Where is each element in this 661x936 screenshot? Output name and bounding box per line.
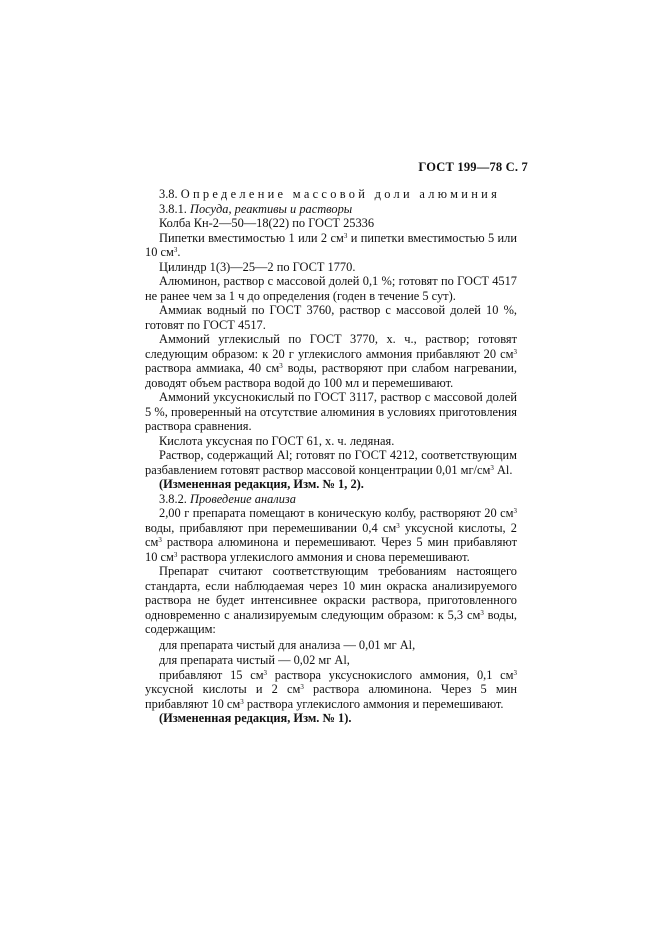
reagent-ammonium-acetate: Аммоний уксуснокислый по ГОСТ 3117, раствор с массовой долей 5 %, проверенный на отсутствие алюминия в условиях приготовления раствора сравнения. (145, 390, 517, 433)
section-3-8-2-heading (145, 492, 517, 507)
section-title: Посуда, реактивы и растворы (190, 201, 353, 216)
document-body (145, 187, 517, 726)
analysis-paragraph-2: Препарат считают соответствующим требованиям настоящего стандарта, если наблюдаемая через 10 мин окраска анализируемого раствора не будет интенсивнее окраски раствора, приготовленного одновременно с анализируемым следующим образом: к 5,3 $см^3$ воды, содержащим: (145, 564, 517, 636)
reagent-aluminon: Алюминон, раствор с массовой долей 0,1 %; готовят по ГОСТ 4517 не ранее чем за 1 ч до определения (годен в течение 5 сут). (145, 274, 517, 303)
section-3-8-1-heading (145, 202, 517, 217)
page-header: ГОСТ 199—78 С. 7 (418, 160, 528, 174)
section-title: Проведение анализа (190, 491, 296, 506)
analysis-line-pure: для препарата чистый — 0,02 мг Al, (159, 653, 350, 667)
amendment-note: (Измененная редакция, Изм. № 1, 2). (159, 477, 364, 491)
analysis-paragraph-3: прибавляют 15 $см^3$ раствора уксуснокислого аммония, 0,1 $см^3$ уксусной кислоты и 2 $см^3$ раствора алюминона. Через 5 мин прибавляют 10 $см^3$ раствора углекислого аммония и перемешивают. (145, 667, 518, 711)
reagent-ammonia: Аммиак водный по ГОСТ 3760, раствор с массовой долей 10 %, готовят по ГОСТ 4517. (145, 303, 517, 332)
section-number: 3.8. (159, 187, 178, 201)
section-3-8-heading (145, 187, 517, 202)
analysis-paragraph-1: 2,00 г препарата помещают в коническую колбу, растворяют 20 $см^3$ воды, прибавляют при перемешивании 0,4 $см^3$ уксусной кислоты, 2 $см^3$ раствора алюминона и перемешивают. Через 5 мин прибавляют 10 $см^3$ раствора углекислого аммония и снова перемешивают. (145, 506, 517, 564)
reagent-acetic-acid: Кислота уксусная по ГОСТ 61, х. ч. ледяная. (159, 433, 395, 448)
reagent-flask: Колба Кн-2—50—18(22) по ГОСТ 25336 (159, 216, 375, 230)
reagent-ammonium-carbonate: Аммоний углекислый по ГОСТ 3770, х. ч., раствор; готовят следующим образом: к 20 г углекислого аммония прибавляют 20 $см^3$ раствора аммиака, 40 $см^3$ воды, растворяют при слабом нагревании, доводят объем раствора водой до 100 мл и перемешивают. (145, 332, 518, 390)
amendment-note: (Измененная редакция, Изм. № 1). (159, 711, 352, 725)
reagent-pipettes: Пипетки вместимостью 1 или 2 $см^3$ и пипетки вместимостью 5 или 10 $см^3$. (145, 230, 517, 259)
section-number: 3.8.1. (159, 201, 187, 216)
reagent-cylinder: Цилиндр 1(3)—25—2 по ГОСТ 1770. (159, 259, 356, 274)
analysis-line-pure-for-analysis: для препарата чистый для анализа — 0,01 мг Al, (159, 637, 416, 652)
section-number: 3.8.2. (159, 491, 187, 506)
section-title: Определение массовой доли алюминия (180, 187, 501, 201)
reagent-al-solution: Раствор, содержащий Al; готовят по ГОСТ 4212, соответствующим разбавлением готовят раствор массовой концентрации 0,01 $мг/см^3$ Al. (145, 448, 517, 477)
